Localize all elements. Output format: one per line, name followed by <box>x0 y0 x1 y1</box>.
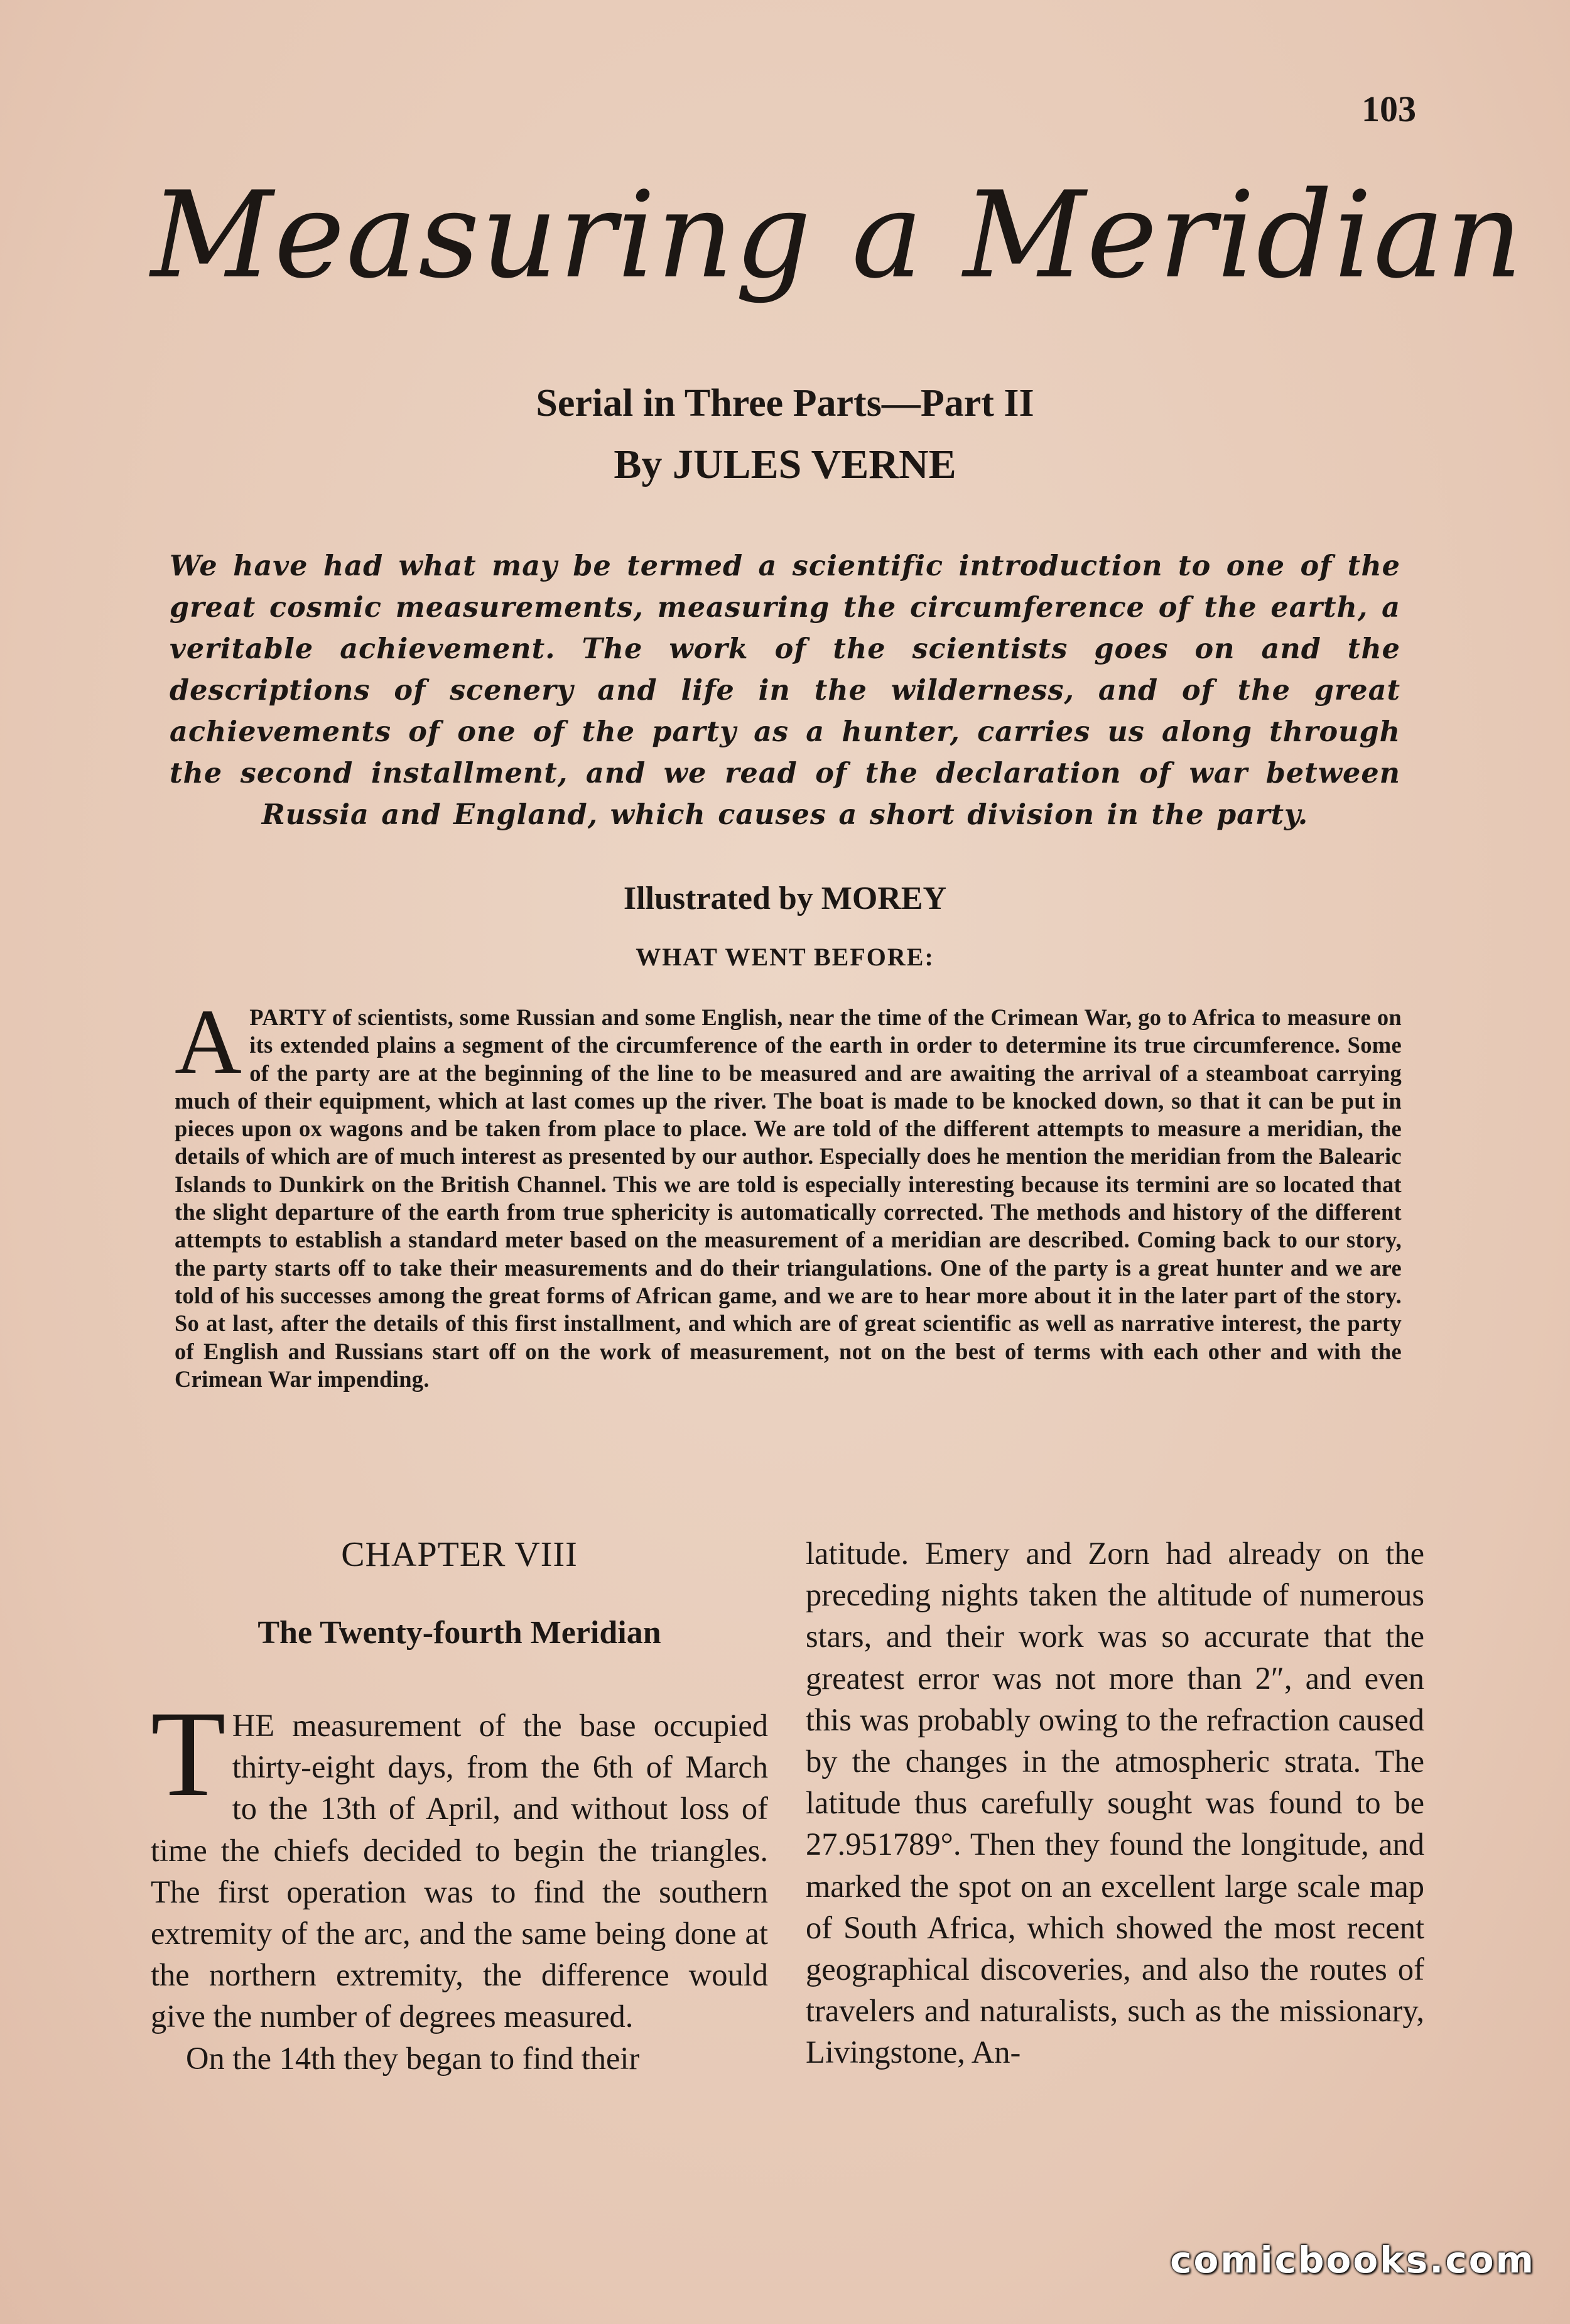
site-watermark: comicbooks.com <box>1170 2239 1535 2281</box>
body-paragraph-1 <box>151 1686 768 2038</box>
page-number: 103 <box>1362 89 1416 129</box>
body-paragraph-2: On the 14th they began to find their <box>186 2040 640 2076</box>
chapter-drop-cap: T <box>151 1686 226 1822</box>
left-column <box>151 1533 768 2079</box>
synopsis <box>175 991 1402 1393</box>
editorial-introduction: We have had what may be termed a scientific introduction to one of the great cosmic measurements, measuring the circumference of the earth, a veritable achievement. The work of the scientists goes on and the descriptions of scenery and life in the wilderness, and of the great achievements of one of the party as a hunter, carries us along through the second installment, and we read of the declaration of war between Russia and England, which causes a short division in the party. <box>170 550 1400 831</box>
chapter-heading: CHAPTER VIII <box>341 1535 578 1574</box>
right-column-text: latitude. Emery and Zorn had already on the preceding nights taken the altitude of numerous stars, and their work was so accurate that the greatest error was not more than 2″, and even this was probably owing to the refraction caused by the changes in the atmospheric strata. The latitude thus carefully sought was found to be 27.951789°. Then they found the longitude, and marked the spot on an excellent large scale map of South Africa, which showed the most recent geographical discoveries, and also the routes of travelers and naturalists, such as the missionary, Livingstone, An- <box>806 1536 1424 2070</box>
right-column <box>806 1533 1424 2073</box>
illustrator-credit: Illustrated by MOREY <box>623 881 947 916</box>
serial-subtitle: Serial in Three Parts—Part II <box>536 382 1034 425</box>
author-byline: By JULES VERNE <box>614 442 956 487</box>
story-title: Measuring a Meridian <box>151 166 1524 305</box>
body-paragraph-1-text: HE measurement of the base occupied thirty-eight days, from the 6th of March to the 13th of April, and without loss of time the chiefs decided to begin the triangles. The first operation was to find the southern extremity of the arc, and the same being done at the northern extremity, the difference would give the number of degrees measured. <box>151 1708 768 2034</box>
chapter-title: The Twenty-fourth Meridian <box>257 1615 661 1651</box>
what-went-before-heading: WHAT WENT BEFORE: <box>636 943 934 971</box>
synopsis-text: PARTY of scientists, some Russian and some English, near the time of the Crimean War, go to Africa to measure on its extended plains a segment of the circumference of the earth in order to determine its true circumference. Some of the party are at the beginning of the line to be measured and are awaiting the arrival of a steamboat carrying much of their equipment, which at last comes up the river. The boat is made to be knocked down, so that it can be put in pieces upon ox wagons and be taken from place to place. We are told of the different attempts to measure a meridian, the details of which are of much interest as presented by our author. Especially does he mention the meridian from the Balearic Islands to Dunkirk on the British Channel. This we are told is especially interesting because its termini are so located that the slight departure of the earth from true sphericity is automatically corrected. The methods and history of the different attempts to establish a standard meter based on the measurement of a meridian are described. Coming back to our story, the party starts off to take their measurements and do their triangulations. One of the party is a great hunter and we are told of his successes among the great forms of African game, and we are to hear more about it in the later part of the story. So at last, after the details of this first installment, and which are of great scientific as well as narrative interest, the party of English and Russians start off on the work of measurement, not on the best of terms with each other and with the Crimean War impending. <box>175 1004 1402 1392</box>
synopsis-drop-cap: A <box>175 991 242 1094</box>
